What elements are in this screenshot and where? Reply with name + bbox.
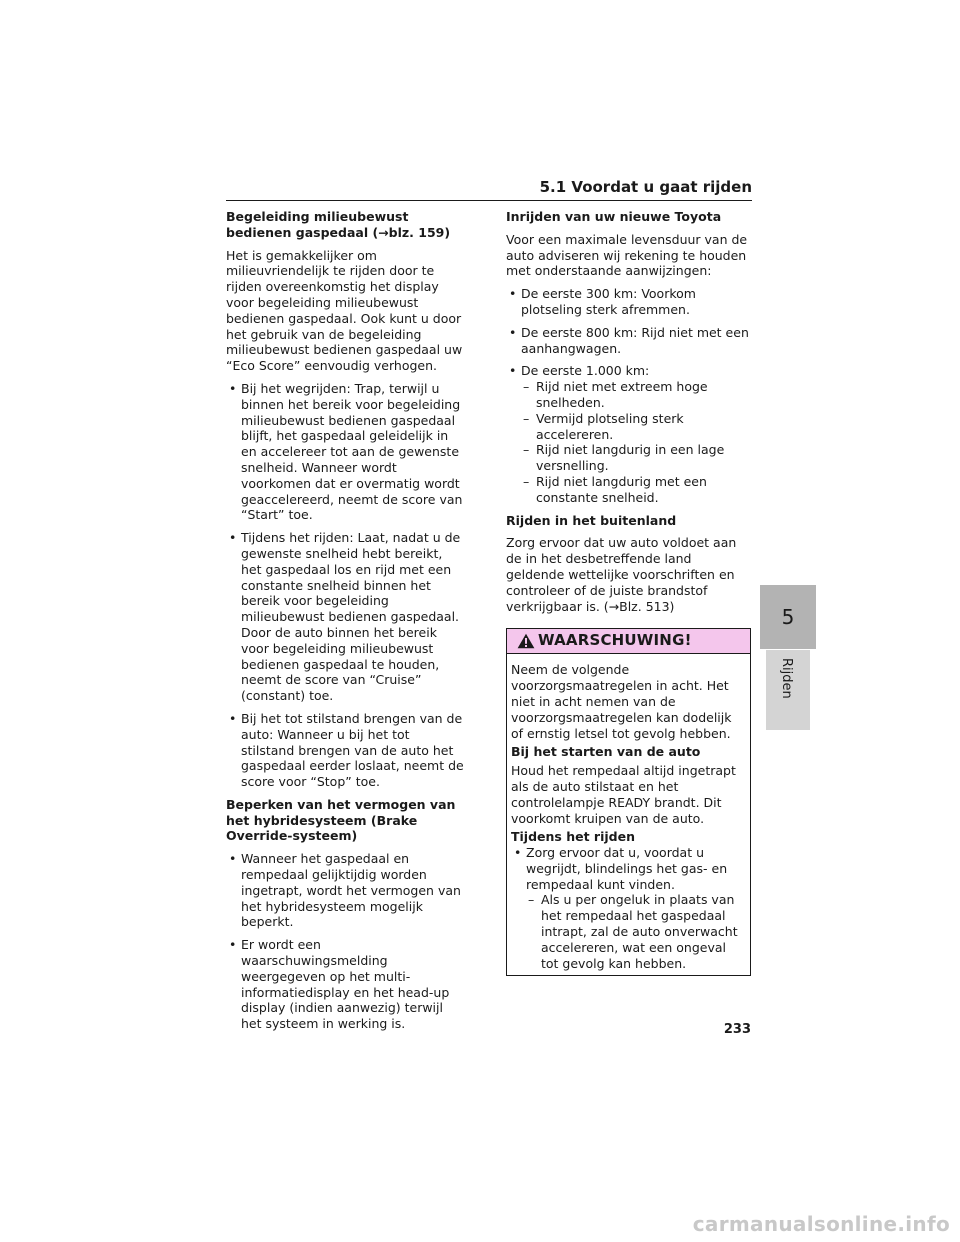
section-header: 5.1 Voordat u gaat rijden <box>226 178 752 201</box>
chapter-tab <box>760 585 816 649</box>
eco-bullet-stop: • Bij het tot stilstand brengen van de auto: Wanneer u bij het tot stilstand brengen van de auto het gaspedaal eerder loslaat, neemt de score voor “Stop” toe. <box>229 710 464 790</box>
dash-marker: – <box>528 892 535 908</box>
bullet-marker: • <box>514 845 522 861</box>
breakin-intro: Voor een maximale levensduur van de auto adviseren wij rekening te houden met onderstaande aanwijzingen: <box>506 231 748 279</box>
warning-triangle-icon <box>517 633 535 649</box>
override-bullet-2: • Er wordt een waarschuwingsmelding weergegeven op het multi-informatiedisplay en het head-up display (indien aanwezig) terwijl het systeem in werking is. <box>229 937 450 1032</box>
dash-marker: – <box>523 442 530 458</box>
eco-bullet-cruise: • Tijdens het rijden: Laat, nadat u de gewenste snelheid hebt bereikt, het gaspedaal los en rijd met een constante snelheid binnen het bereik voor begeleiding milieubewust bedienen gaspedaal. Door de auto binnen het bereik voor begeleiding milieubewust bedienen gaspedaal te houden, neemt de score van “Cruise” (constant) toe. <box>229 530 461 704</box>
chapter-label: Rijden <box>779 658 794 699</box>
bullet-marker: • <box>229 710 237 726</box>
bullet-marker: • <box>229 937 237 953</box>
warning-header <box>507 629 750 654</box>
bullet-marker: • <box>509 324 517 340</box>
breakin-dash-list <box>506 379 751 505</box>
chapter-side-label <box>766 650 810 730</box>
page-number: 233 <box>723 1022 751 1037</box>
chapter-number: 5 <box>781 605 795 629</box>
bullet-marker: • <box>229 851 237 867</box>
bullet-marker: • <box>509 286 517 302</box>
abroad-text: Zorg ervoor dat uw auto voldoet aan de in het desbetreffende land geldende wettelijke voorschriften en controleer of de juiste brandstof verkrijgbaar is. (→Blz. 513) <box>506 535 737 614</box>
warning-start-text: Houd het rempedaal altijd ingetrapt als de auto stilstaat en het controlelampje READY brandt. Dit voorkomt kruipen van de auto. <box>511 763 736 826</box>
dash-marker: – <box>523 473 530 489</box>
dash-marker: – <box>523 410 530 426</box>
warning-box <box>506 628 751 976</box>
dash-marker: – <box>523 379 530 395</box>
override-bullet-1: • Wanneer het gaspedaal en rempedaal gelijktijdig worden ingetrapt, wordt het vermogen van het hybridesysteem mogelijk beperkt. <box>229 851 461 930</box>
right-column <box>506 209 751 976</box>
eco-heading: Begeleiding milieubewust bedienen gaspedaal (→blz. 159) <box>226 209 451 240</box>
dash-item: – Rijd niet met extreem hoge snelheden. <box>523 379 708 410</box>
warning-driving-heading: Tijdens het rijden <box>511 829 635 845</box>
dash-item: – Rijd niet langdurig met een constante snelheid. <box>523 473 707 505</box>
footer-watermark: carmanualsonline.info <box>692 1212 950 1236</box>
warning-body <box>507 654 750 971</box>
bullet-marker: • <box>509 363 517 379</box>
override-heading: Beperken van het vermogen van het hybridesysteem (Brake Override-systeem) <box>226 796 456 844</box>
warning-driving-dash: – Als u per ongeluk in plaats van het rempedaal het gaspedaal intrapt, zal de auto onverwacht accelereren, wat een ongeval tot gevolg kan hebben. <box>528 892 738 971</box>
warning-title: WAARSCHUWING! <box>538 631 692 650</box>
dash-item: – Vermijd plotseling sterk accelereren. <box>523 410 684 442</box>
eco-bullet-start: • Bij het wegrijden: Trap, terwijl u binnen het bereik voor begeleiding milieubewust bedienen gaspedaal blijft, het gaspedaal geleidelijk in en accelereer tot aan de gewenste snelheid. Wanneer wordt voorkomen dat er overmatig wordt geaccelereerd, neemt de score van “Start” toe. <box>229 380 463 523</box>
bullet-marker: • <box>229 530 237 546</box>
left-column <box>226 209 466 1039</box>
abroad-heading: Rijden in het buitenland <box>506 512 677 528</box>
warning-driving-bullet: • Zorg ervoor dat u, voordat u wegrijdt, blindelings het gas- en rempedaal kunt vinden. <box>514 845 728 892</box>
warning-start-heading: Bij het starten van de auto <box>511 744 701 760</box>
breakin-bullet-800: • De eerste 800 km: Rijd niet met een aanhangwagen. <box>509 324 749 356</box>
bullet-marker: • <box>229 380 237 396</box>
breakin-bullet-300: • De eerste 300 km: Voorkom plotseling sterk afremmen. <box>509 286 696 317</box>
dash-item: – Rijd niet langdurig in een lage versnelling. <box>523 442 725 474</box>
breakin-heading: Inrijden van uw nieuwe Toyota <box>506 209 722 224</box>
eco-intro: Het is gemakkelijker om milieuvriendelijk te rijden door te rijden overeenkomstig het display voor begeleiding milieubewust bedienen gaspedaal. Ook kunt u door het gebruik van de begeleiding milieubewust bedienen gaspedaal uw “Eco Score” eenvoudig verhogen. <box>226 247 463 374</box>
warning-intro: Neem de volgende voorzorgsmaatregelen in acht. Het niet in acht nemen van de voorzorgsmaatregelen kan dodelijk of ernstig letsel tot gevolg hebben. <box>511 662 732 741</box>
breakin-bullet-1000: • De eerste 1.000 km: <box>509 363 650 379</box>
